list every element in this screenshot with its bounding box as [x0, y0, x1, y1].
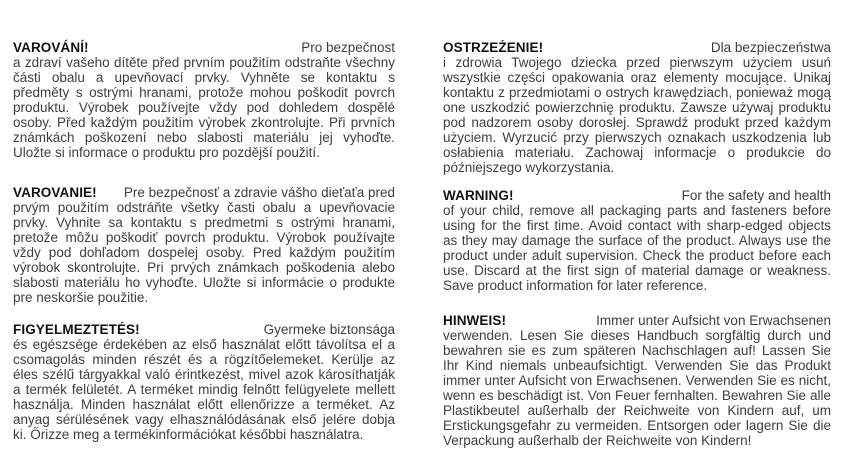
warning-section-english — [443, 188, 831, 293]
warning-section-czech — [13, 40, 395, 160]
section-heading-hungarian: FIGYELMEZTETÉS! — [13, 322, 140, 337]
section-first-line-rest: For the safety and health — [681, 188, 831, 203]
section-first-line-rest: Immer unter Aufsicht von Erwachsenen — [596, 313, 831, 328]
section-body-german: verwenden. Lesen Sie dieses Handbuch sorgfältig durch und bewahren sie es zum späteren Nachschlagen auf! Lassen Sie Ihr Kind niemals unbeaufsichtigt. Verwenden Sie das Produkt immer unter Aufsicht von Erwachsenen. Verwenden Sie es nicht, wenn es beschädigt ist. Von Feuer fernhalten. Bewahren Sie alle Plastikbeutel außerhalb der Reichweite von Kindern auf, um Erstickungsgefahr zu vermeiden. Entsorgen oder lagern Sie die Verpackung außerhalb der Reichweite von Kindern! — [443, 328, 831, 448]
section-heading-english: WARNING! — [443, 188, 514, 203]
left-column — [13, 0, 395, 471]
section-first-line — [443, 40, 831, 55]
right-column — [443, 0, 831, 471]
warning-section-hungarian — [13, 322, 395, 442]
warning-section-polish — [443, 40, 831, 175]
section-body-slovak: prvým použitím odstráňte všetky časti obalu a upevňovacie prvky. Vyhnite sa kontaktu s predmetmi s ostrými hranami, pretože môžu poškodiť povrch produktu. Výrobok používajte vždy pod dohľadom dospelej osoby. Pred každým použitím výrobok skontrolujte. Pri prvých známkach poškodenia alebo slabosti materiálu ho vyhoďte. Uložte si informácie o produkte pre neskoršie použitie. — [13, 200, 395, 305]
section-first-line-rest: Dla bezpieczeństwa — [710, 40, 831, 55]
section-body-hungarian: és egészsége érdekében az első használat előtt távolítsa el a csomagolás minden részét és a rögzítőelemeket. Kerülje az éles szélű tárgyakkal való érintkezést, mivel azok károsíthatják a termék felületét. A terméket mindig felnőtt felügyelete mellett használja. Minden használat előtt ellenőrizze a terméket. Az anyag sérülésének vagy elhasználódásának első jelére dobja ki. Őrizze meg a termékinformációkat későbbi használatra. — [13, 337, 395, 442]
warning-section-german — [443, 313, 831, 448]
section-body-english: of your child, remove all packaging parts and fasteners before using for the first time. Avoid contact with sharp-edged objects as they may damage the surface of the product. Always use the product under adult supervision. Check the product before each use. Discard at the first sign of material damage or weakness. Save product information for later reference. — [443, 203, 831, 293]
section-heading-slovak: VAROVANIE! — [13, 185, 97, 200]
section-first-line — [13, 40, 395, 55]
section-heading-czech: VAROVÁNÍ! — [13, 40, 89, 55]
section-first-line-rest: Pre bezpečnosť a zdravie vášho dieťaťa pred — [123, 185, 395, 200]
section-body-polish: i zdrowia Twojego dziecka przed pierwszym użyciem usuń wszystkie części opakowania oraz elementy mocujące. Unikaj kontaktu z przedmiotami o ostrych krawędziach, ponieważ mogą one uszkodzić powierzchnię produktu. Zawsze używaj produktu pod nadzorem osoby dorosłej. Sprawdź produkt przed każdym użyciem. Wyrzucić przy pierwszych oznakach uszkodzenia lub osłabienia materiału. Zachowaj informacje o produkcie do późniejszego wykorzystania. — [443, 55, 831, 175]
section-body-czech: a zdraví vašeho dítěte před prvním použitím odstraňte všechny části obalu a upevňovací prvky. Vyhněte se kontaktu s předměty s ostrými hranami, protože mohou poškodit povrch produktu. Výrobek používejte vždy pod dohledem dospělé osoby. Před každým použitím výrobek zkontrolujte. Při prvních známkách poškození nebo slabosti materiálu jej vyhoďte. Uložte si informace o produktu pro pozdější použití. — [13, 55, 395, 160]
section-first-line — [13, 322, 395, 337]
section-heading-polish: OSTRZEŻENIE! — [443, 40, 544, 55]
section-first-line — [443, 188, 831, 203]
section-first-line — [443, 313, 831, 328]
section-first-line — [13, 185, 395, 200]
warning-section-slovak — [13, 185, 395, 305]
section-first-line-rest: Gyermeke biztonsága — [263, 322, 395, 337]
section-heading-german: HINWEIS! — [443, 313, 507, 328]
section-first-line-rest: Pro bezpečnost — [301, 40, 395, 55]
